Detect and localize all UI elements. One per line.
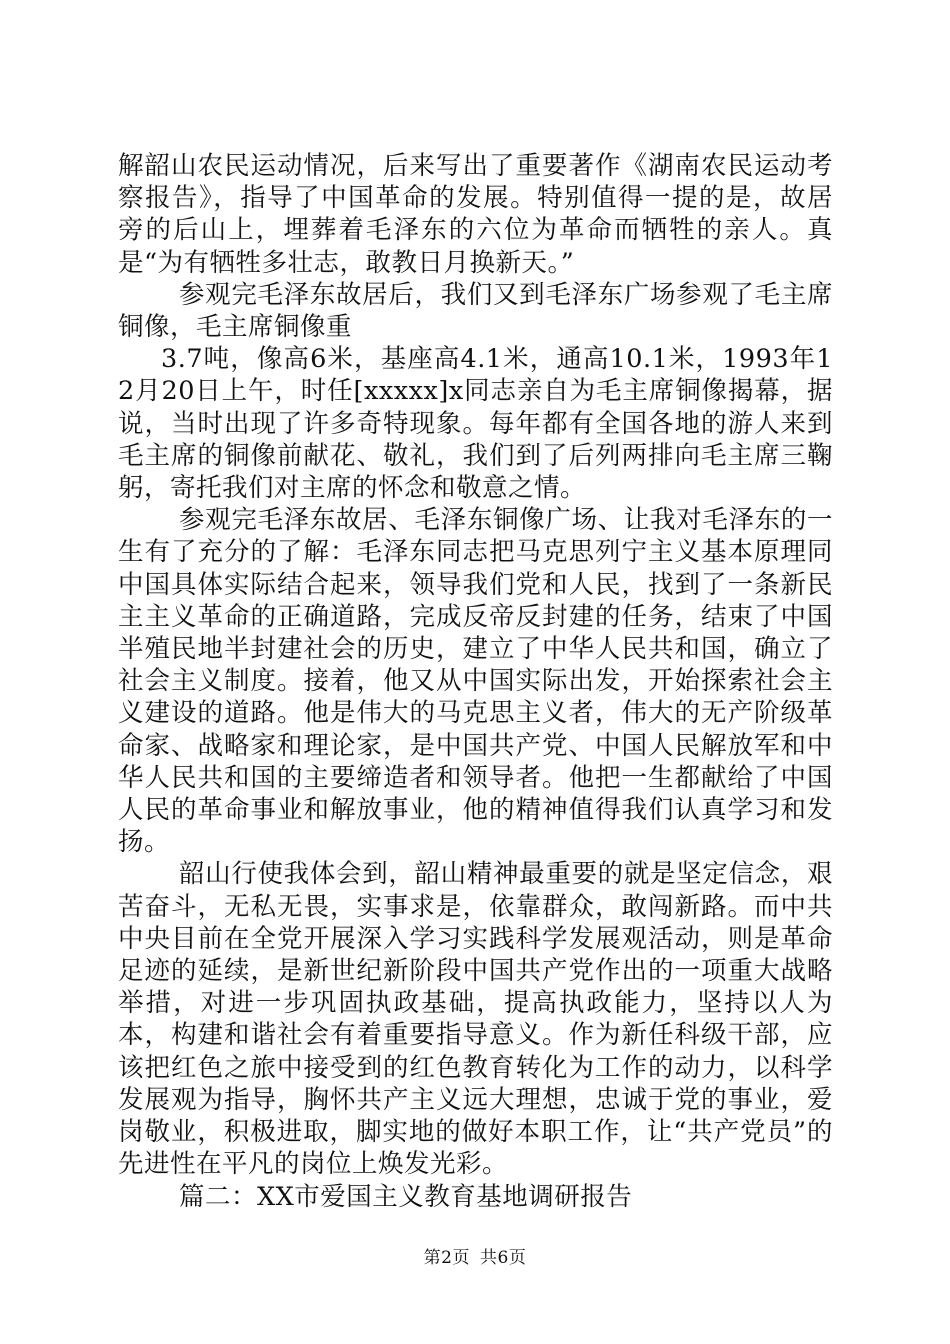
page-number: 第2页 <box>423 1248 470 1268</box>
paragraph-continuation: 解韶山农民运动情况，后来写出了重要著作《湖南农民运动考察报告》，指导了中国革命的发展。特别值得一提的是，故居旁的后山上，埋葬着毛泽东的六位为革命而牺牲的亲人。真是“为有牺牲多壮志，敢教日月换新天。” <box>118 151 833 278</box>
page-total: 共6页 <box>480 1248 527 1268</box>
paragraph-statue-visit: 参观完毛泽东故居后，我们又到毛泽东广场参观了毛主席铜像，毛主席铜像重 <box>118 279 833 343</box>
paragraph-reflection: 参观完毛泽东故居、毛泽东铜像广场、让我对毛泽东的一生有了充分的了解：毛泽东同志把马克思列宁主义基本原理同中国具体实际结合起来，领导我们党和人民，找到了一条新民主主义革命的正确道路，完成反帝反封建的任务，结束了中国半殖民地半封建社会的历史，建立了中华人民共和国，确立了社会主义制度。接着，他又从中国实际出发，开始探索社会主义建设的道路。他是伟大的马克思主义者，伟大的无产阶级革命家、战略家和理论家，是中国共产党、中国人民解放军和中华人民共和国的主要缔造者和领导者。他把一生都献给了中国人民的革命事业和解放事业，他的精神值得我们认真学习和发扬。 <box>118 505 833 858</box>
paragraph-shaoshan-spirit: 韶山行使我体会到，韶山精神最重要的就是坚定信念，艰苦奋斗，无私无畏，实事求是，依靠群众，敢闯新路。而中共中央目前在全党开展深入学习实践科学发展观活动，则是革命足迹的延续，是新世纪新阶段中国共产党作出的一项重大战略举措，对进一步巩固执政基础，提高执政能力，坚持以人为本，构建和谐社会有着重要指导意义。作为新任科级干部，应该把红色之旅中接受到的红色教育转化为工作的动力，以科学发展观为指导，胸怀共产主义远大理想，忠诚于党的事业，爱岗敬业，积极进取，脚实地的做好本职工作，让“共产党员”的先进性在平凡的岗位上焕发光彩。 <box>118 859 833 1180</box>
paragraph-statue-details: 3.7吨，像高6米，基座高4.1米，通高10.1米，1993年12月20日上午，时任[xxxxx]x同志亲自为毛主席铜像揭幕，据说，当时出现了许多奇特现象。每年都有全国各地的游人来到毛主席的铜像前献花、敬礼，我们到了后列两排向毛主席三鞠躬，寄托我们对主席的怀念和敬意之情。 <box>118 344 833 504</box>
page-footer <box>0 1243 950 1268</box>
document-body <box>118 150 833 1213</box>
section-heading: 篇二：XX市爱国主义教育基地调研报告 <box>179 1181 633 1212</box>
